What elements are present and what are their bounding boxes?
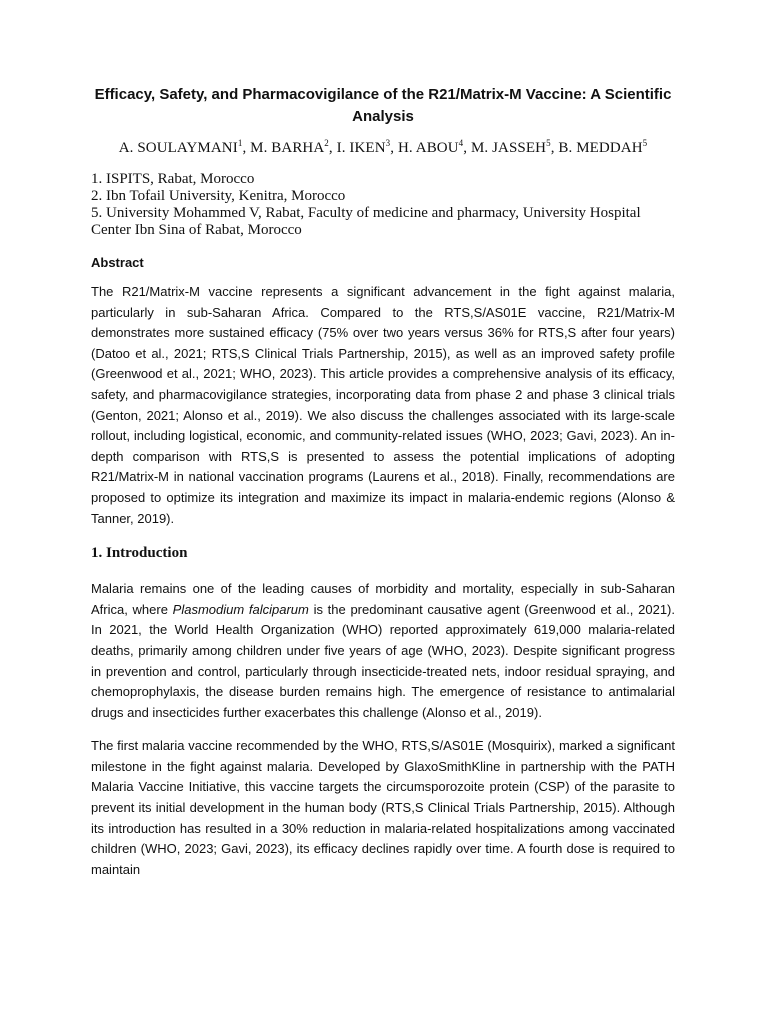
introduction-paragraph-2: The first malaria vaccine recommended by the WHO, RTS,S/AS01E (Mosquirix), marked a significant milestone in the fight against malaria. Developed by GlaxoSmithKline in partnership with the PATH Malaria Vaccine Initiative, this vaccine targets the circumsporozoite protein (CSP) of the parasite to prevent its initial development in the human body (RTS,S Clinical Trials Partnership, 2015). Although its introduction has resulted in a 30% reduction in malaria-related hospitalizations among vaccinated children (WHO, 2023; Gavi, 2023), its efficacy declines rapidly over time. A fourth dose is required to maintain [91, 738, 675, 877]
paper-title: Efficacy, Safety, and Pharmacovigilance of the R21/Matrix-M Vaccine: A Scientific Analysis [94, 86, 672, 125]
author: B. MEDDAH [558, 140, 643, 156]
author-affiliation-mark: 3 [385, 138, 391, 148]
text-run: is the predominant causative agent (Greenwood et al., 2021). In 2021, the World Health Organization (WHO) reported approximately 619,000 malaria-related deaths, primarily among children under five years of age (WHO, 2023). Despite significant progress in prevention and control, particularly through insecticide-treated nets, indoor residual spraying, and chemoprophylaxis, the disease burden remains high. The emergence of resistance to antimalarial drugs and insecticides further exacerbates this challenge (Alonso et al., 2019). [91, 601, 675, 720]
author-affiliation-mark: 5 [546, 138, 551, 148]
author-list: A. SOULAYMANI$^1$, M. BARHA$^2$, I. IKEN$^3$, H. ABOU$^4$, M. JASSEH$^5$, B. MEDDAH$^5$ [118, 138, 648, 156]
affiliation: 5. University Mohammed V, Rabat, Faculty of medicine and pharmacy, University Hospital Center Ibn Sina of Rabat, Morocco [91, 205, 641, 238]
author: M. BARHA [250, 140, 325, 156]
author-affiliation-mark: 5 [642, 138, 648, 148]
author: M. JASSEH [470, 140, 547, 156]
affiliation: 2. Ibn Tofail University, Kenitra, Morocco [91, 188, 346, 204]
abstract-text: The R21/Matrix-M vaccine represents a significant advancement in the fight against malaria, particularly in sub-Saharan Africa. Compared to the RTS,S/AS01E vaccine, R21/Matrix-M demonstrates more sustained efficacy (75% over two years versus 36% for RTS,S after four years) (Datoo et al., 2021; RTS,S Clinical Trials Partnership, 2015), as well as an improved safety profile (Greenwood et al., 2021; WHO, 2023). This article provides a comprehensive analysis of its efficacy, safety, and pharmacovigilance strategies, incorporating data from phase 2 and phase 3 clinical trials (Genton, 2021; Alonso et al., 2019). We also discuss the challenges associated with its large-scale rollout, including logistical, economic, and community-related issues (WHO, 2023; Gavi, 2023). An in-depth comparison with RTS,S is presented to assess the potential implications of adopting R21/Matrix-M in national vaccination programs (Laurens et al., 2018). Finally, recommendations are proposed to optimize its integration and maximize its impact in malaria-endemic regions (Alonso & Tanner, 2019). [91, 284, 675, 526]
species-name: Plasmodium falciparum [172, 601, 309, 617]
introduction-paragraph-1 [91, 579, 675, 723]
author-affiliation-mark: 1 [237, 138, 243, 148]
affiliation-list [91, 171, 675, 239]
section-heading-introduction: 1. Introduction [91, 545, 188, 562]
abstract-heading: Abstract [91, 255, 144, 270]
author-affiliation-mark: 4 [458, 138, 464, 148]
author-affiliation-mark: 2 [324, 138, 329, 148]
author: H. ABOU [397, 140, 459, 156]
author: I. IKEN [336, 140, 386, 156]
text-run: Malaria remains one of the leading causes of morbidity and mortality, especially in sub-Saharan Africa, where [91, 581, 675, 617]
author: A. SOULAYMANI [118, 140, 238, 156]
paper-page [91, 84, 675, 893]
affiliation: 1. ISPITS, Rabat, Morocco [91, 171, 255, 187]
